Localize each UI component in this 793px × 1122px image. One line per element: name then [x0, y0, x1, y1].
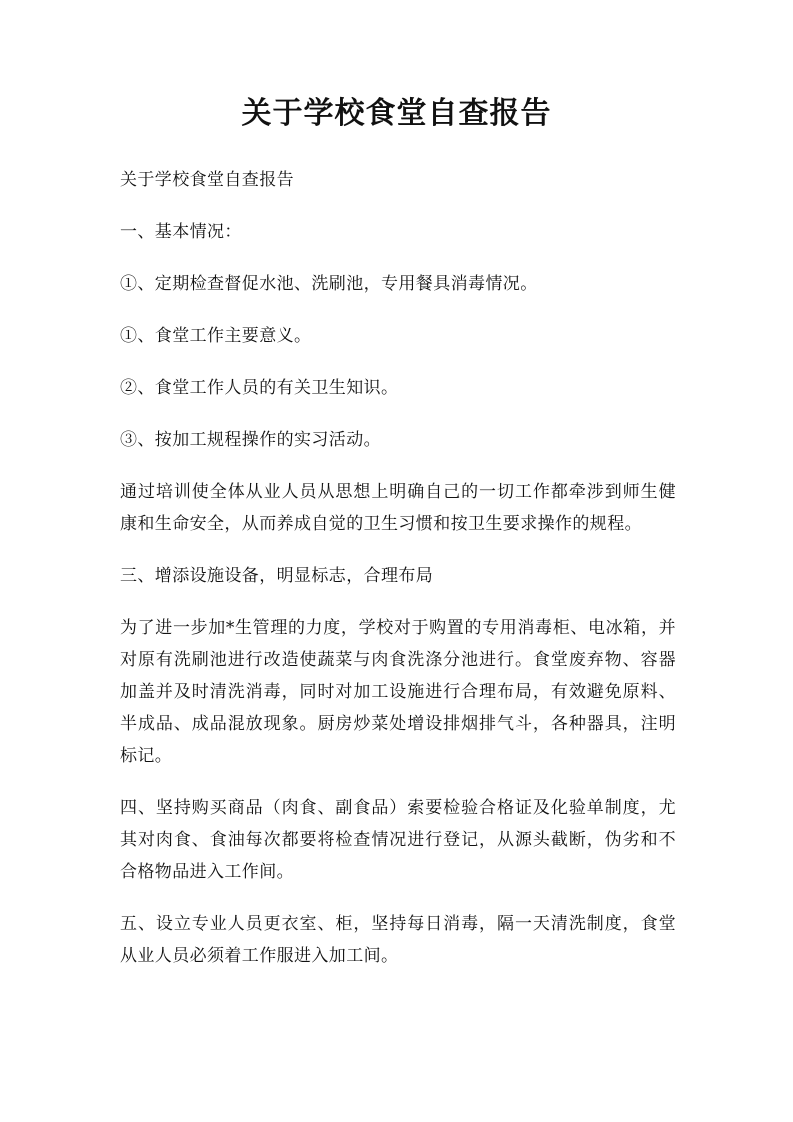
paragraph-facilities-detail: 为了进一步加*生管理的力度，学校对于购置的专用消毒柜、电冰箱，并对原有洗刷池进行改造使蔬菜与肉食洗涤分池进行。食堂废弃物、容器加盖并及时清洗消毒，同时对加工设施进行合理布局，有效避免原料、半成品、成品混放现象。厨房炒菜处增设排烟排气斗，各种器具，注明标记。 [120, 618, 676, 766]
section-changing-room: 五、设立专业人员更衣室、柜，坚持每日消毒，隔一天清洗制度，食堂从业人员必须着工作服进入加工间。 [120, 914, 676, 966]
document-body [120, 164, 676, 992]
list-item-practice: ③、按加工规程操作的实习活动。 [120, 430, 381, 450]
paragraph-training: 通过培训使全体从业人员从思想上明确自己的一切工作都牵涉到师生健康和生命安全，从而养成自觉的卫生习惯和按卫生要求操作的规程。 [120, 482, 676, 534]
document-title: 关于学校食堂自查报告 [241, 96, 552, 131]
section-purchasing: 四、坚持购买商品（肉食、副食品）索要检验合格证及化验单制度，尤其对肉食、食油每次都要将检查情况进行登记，从源头截断，伪劣和不合格物品进入工作间。 [120, 798, 676, 882]
section-facilities: 三、增添设施设备，明显标志，合理布局 [120, 566, 434, 586]
list-item-work-significance: ①、食堂工作主要意义。 [120, 326, 312, 346]
section-basic-situation: 一、基本情况： [120, 222, 242, 242]
paragraph-heading-repeat: 关于学校食堂自查报告 [120, 170, 294, 190]
list-item-hygiene-knowledge: ②、食堂工作人员的有关卫生知识。 [120, 378, 399, 398]
list-item-inspection: ①、定期检查督促水池、洗刷池，专用餐具消毒情况。 [120, 274, 538, 294]
